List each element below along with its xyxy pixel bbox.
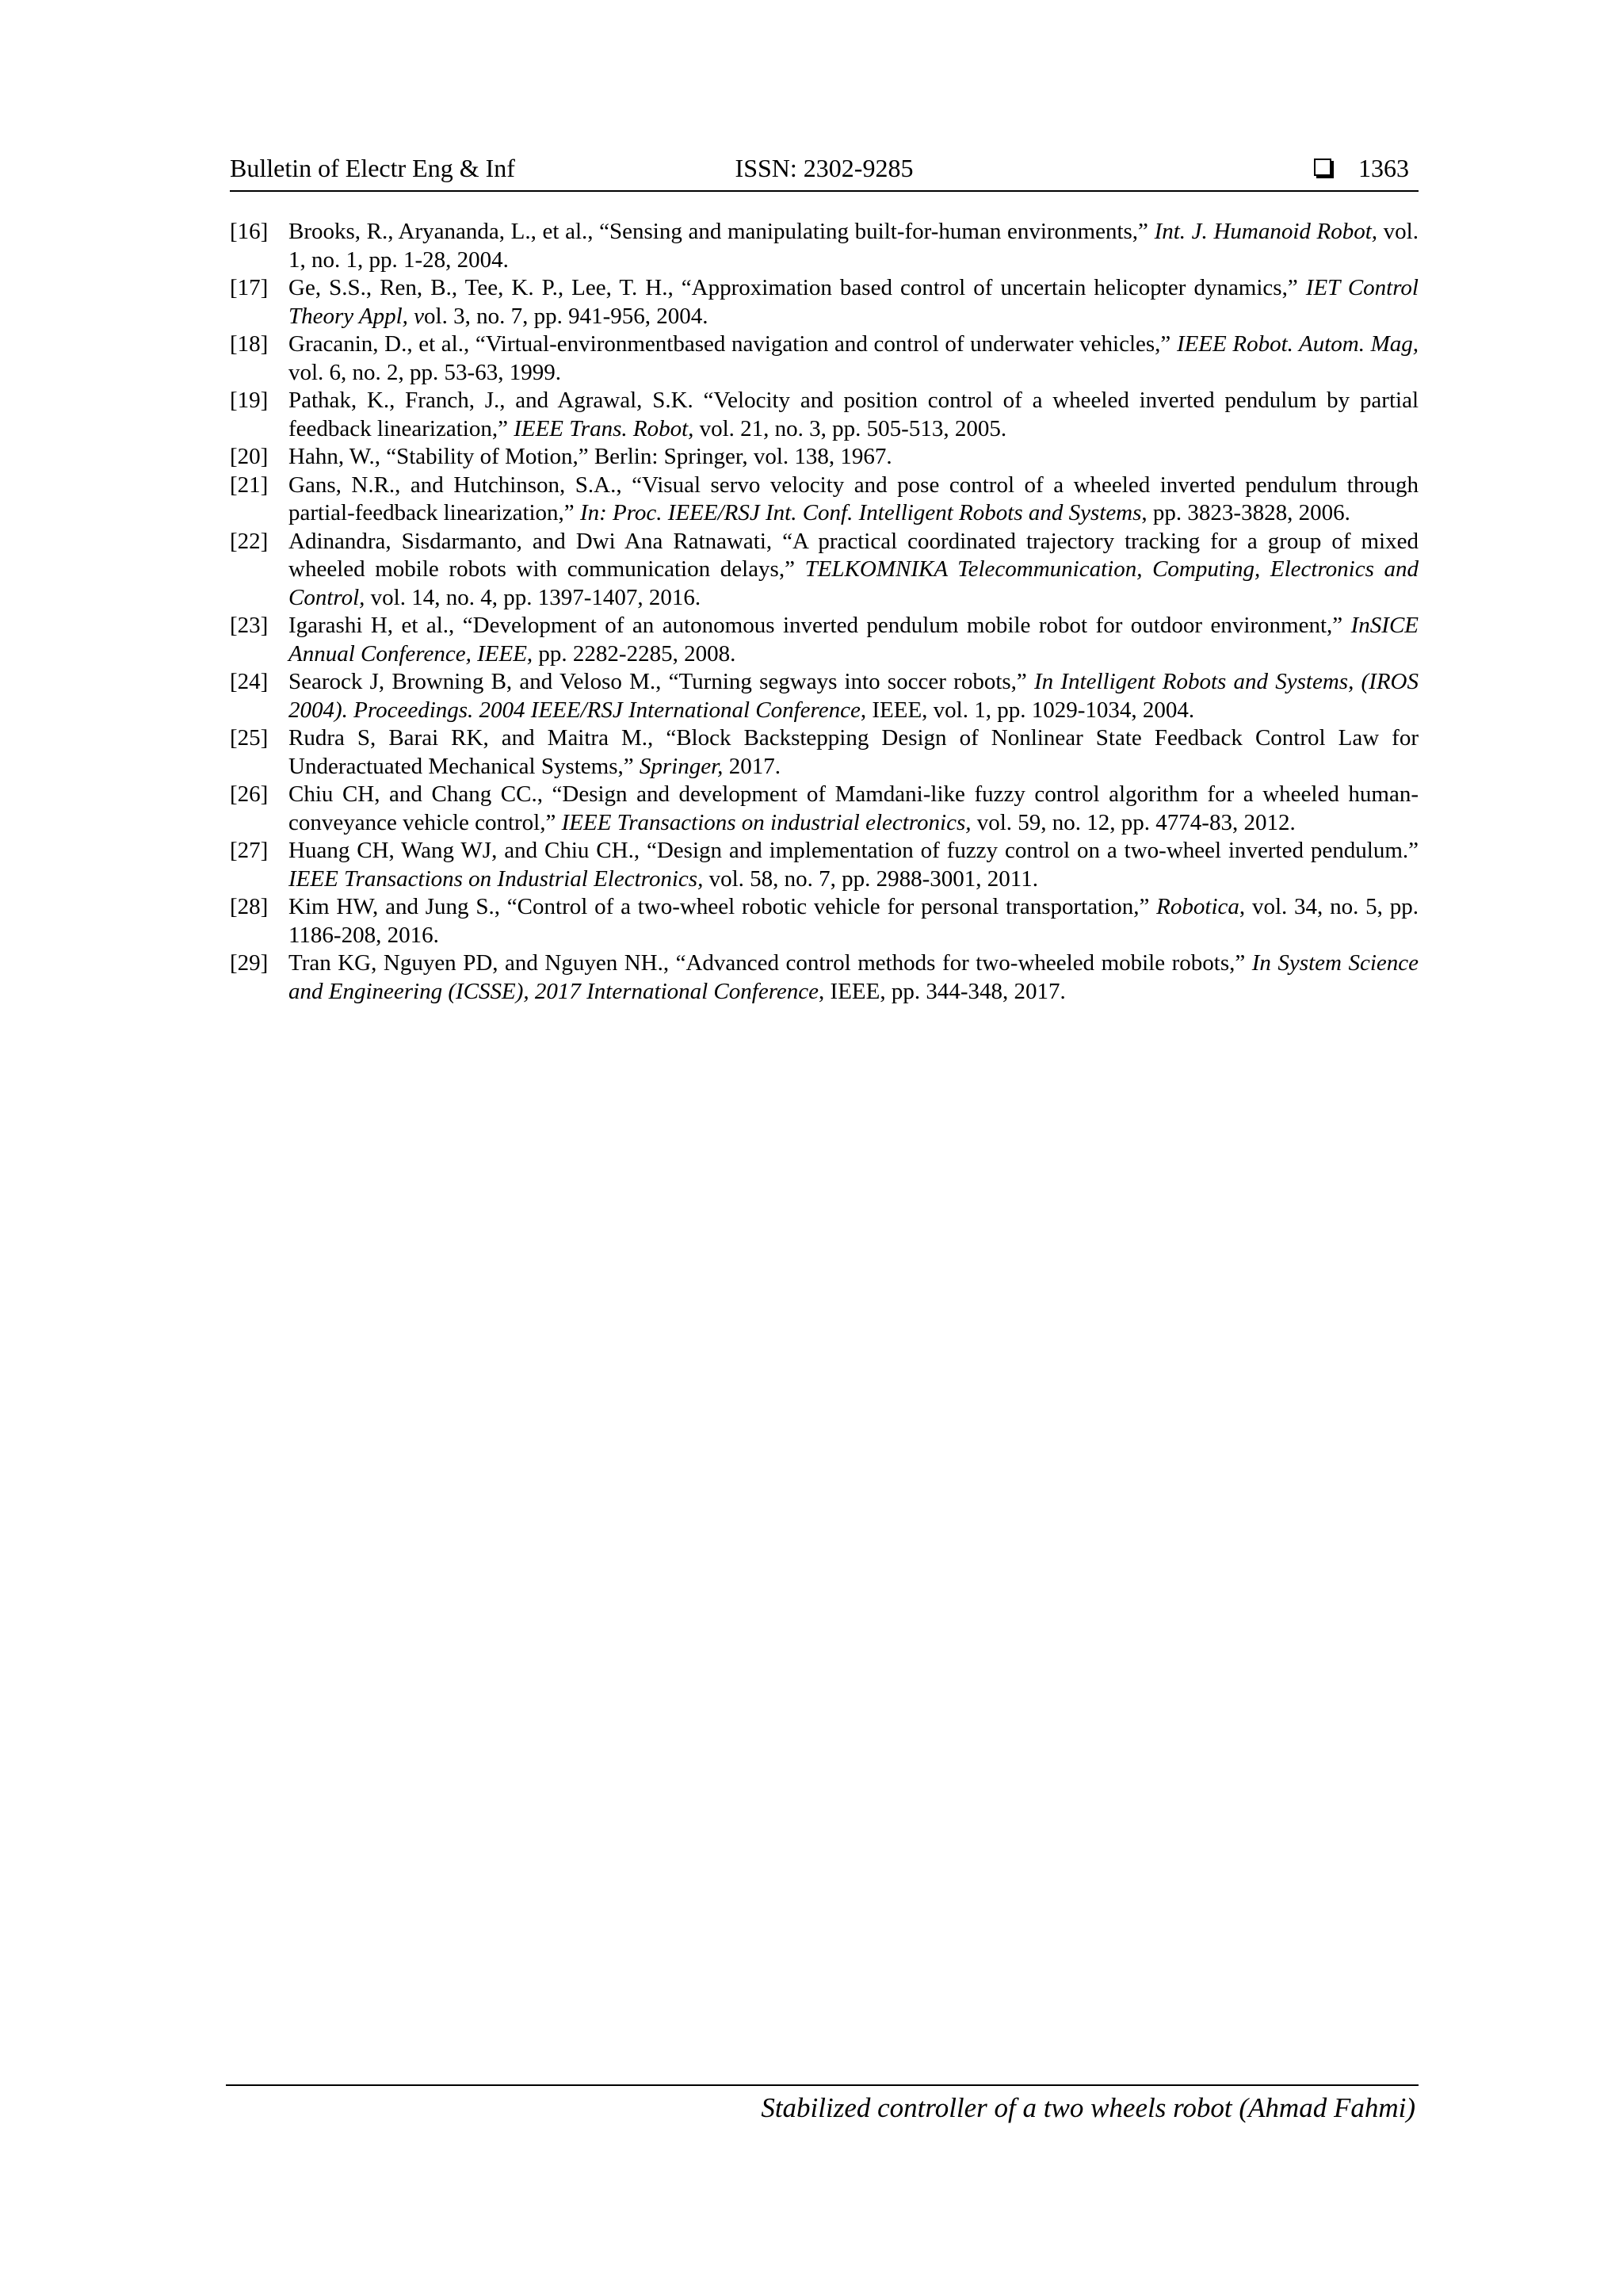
reference-item	[230, 274, 1419, 330]
reference-number: [17]	[230, 275, 269, 300]
reference-item	[230, 330, 1419, 387]
reference-details: vol. 59, no. 12, pp. 4774-83, 2012.	[971, 809, 1296, 835]
journal-name: Bulletin of Electr Eng & Inf	[230, 154, 515, 182]
reference-source: InSICE Annual Conference, IEEE,	[288, 613, 1419, 667]
reference-number: [16]	[230, 219, 269, 244]
reference-details: , vol. 34, no. 5, pp. 1186-208, 2016.	[288, 894, 1419, 948]
reference-source: IET Control Theory Appl, v	[288, 275, 1419, 329]
reference-source: IEEE Transactions on Industrial Electronics,	[288, 865, 704, 892]
reference-source: Springer,	[639, 753, 724, 779]
reference-text: Chiu CH, and Chang CC., “Design and development of Mamdani-like fuzzy control algorithm for a wheeled human-conveyance vehicle control,”	[288, 781, 1419, 835]
reference-number: [26]	[230, 781, 269, 807]
page-footer	[226, 2084, 1419, 2134]
reference-number: [23]	[230, 613, 269, 638]
reference-text: Rudra S, Barai RK, and Maitra M., “Block Backstepping Design of Nonlinear State Feedback Control Law for Underactuated Mechanical Systems,”	[288, 725, 1419, 779]
reference-item	[230, 387, 1419, 443]
reference-item	[230, 724, 1419, 781]
reference-details: 2017.	[723, 753, 781, 779]
reference-text: Brooks, R., Aryananda, L., et al., “Sensing and manipulating built-for-human environments,”	[288, 219, 1155, 244]
reference-source: IEEE Transactions on industrial electronics,	[561, 809, 972, 835]
reference-item	[230, 893, 1419, 949]
reference-text: Hahn, W., “Stability of Motion,” Berlin: Springer, vol. 138, 1967.	[288, 444, 892, 469]
reference-details: vol. 14, no. 4, pp. 1397-1407, 2016.	[365, 584, 701, 610]
reference-source: In: Proc. IEEE/RSJ Int. Conf. Intelligent Robots and Systems	[579, 500, 1142, 525]
running-title: Stabilized controller of a two wheels robot (Ahmad Fahmi)	[761, 2092, 1415, 2123]
reference-item	[230, 218, 1419, 274]
reference-source: IEEE Robot. Autom. Mag,	[1176, 331, 1419, 357]
reference-details: , pp. 3823-3828, 2006.	[1141, 500, 1350, 525]
page-header	[230, 151, 1419, 192]
reference-details: pp. 2282-2285, 2008.	[533, 640, 736, 667]
reference-number: [25]	[230, 725, 269, 751]
reference-number: [27]	[230, 838, 269, 863]
reference-source: IEEE Trans. Robot,	[514, 415, 694, 441]
reference-text: Ge, S.S., Ren, B., Tee, K. P., Lee, T. H., “Approximation based control of uncertain helicopter dynamics,”	[288, 275, 1306, 300]
reference-item	[230, 612, 1419, 668]
reference-number: [22]	[230, 528, 269, 554]
reference-details: vol. 6, no. 2, pp. 53-63, 1999.	[288, 359, 561, 385]
reference-item	[230, 781, 1419, 837]
reference-item	[230, 668, 1419, 724]
reference-details: , IEEE, pp. 344-348, 2017.	[819, 978, 1066, 1004]
reference-text: Huang CH, Wang WJ, and Chiu CH., “Design and implementation of fuzzy control on a two-wheel inverted pendulum.”	[288, 838, 1419, 863]
reference-text: Tran KG, Nguyen PD, and Nguyen NH., “Advanced control methods for two-wheeled mobile robots,”	[288, 950, 1252, 976]
reference-item	[230, 837, 1419, 893]
reference-source: TELKOMNIKA Telecommunication, Computing, Electronics and Control,	[288, 556, 1419, 610]
reference-number: [19]	[230, 388, 269, 413]
reference-source: In Intelligent Robots and Systems, (IROS 2004). Proceedings. 2004 IEEE/RSJ International Conference	[288, 669, 1419, 723]
reference-text: Searock J, Browning B, and Veloso M., “Turning segways into soccer robots,”	[288, 669, 1034, 694]
reference-source: In System Science and Engineering (ICSSE), 2017 International Conference	[288, 950, 1419, 1004]
reference-number: [28]	[230, 894, 269, 919]
reference-source: Robotica	[1156, 894, 1239, 919]
reference-number: [18]	[230, 331, 269, 357]
reference-text: Adinandra, Sisdarmanto, and Dwi Ana Ratnawati, “A practical coordinated trajectory tracking for a group of mixed wheeled mobile robots with communication delays,”	[288, 528, 1419, 582]
reference-number: [24]	[230, 669, 269, 694]
reference-text: Kim HW, and Jung S., “Control of a two-wheel robotic vehicle for personal transportation,”	[288, 894, 1157, 919]
reference-text: Gans, N.R., and Hutchinson, S.A., “Visual servo velocity and pose control of a wheeled inverted pendulum through partial-feedback linearization,”	[288, 472, 1419, 525]
reference-item	[230, 949, 1419, 1006]
reference-list	[230, 218, 1419, 1006]
reference-number: [20]	[230, 444, 269, 469]
reference-item	[230, 528, 1419, 613]
issn: ISSN: 2302-9285	[735, 154, 914, 182]
reference-details: vol. 58, no. 7, pp. 2988-3001, 2011.	[703, 865, 1038, 892]
reference-source: Int. J. Humanoid Robot,	[1154, 219, 1378, 244]
reference-details: vol. 21, no. 3, pp. 505-513, 2005.	[693, 415, 1007, 441]
reference-text: Pathak, K., Franch, J., and Agrawal, S.K. “Velocity and position control of a wheeled inverted pendulum by partial feedback linearization,”	[288, 388, 1419, 441]
square-bullet-icon	[1314, 159, 1331, 176]
reference-details: vol. 1, no. 1, pp. 1-28, 2004.	[288, 219, 1419, 273]
reference-text: Igarashi H, et al., “Development of an autonomous inverted pendulum mobile robot for outdoor environment,”	[288, 613, 1351, 638]
reference-number: [29]	[230, 950, 269, 976]
reference-details: ol. 3, no. 7, pp. 941-956, 2004.	[424, 303, 708, 329]
reference-number: [21]	[230, 472, 269, 498]
reference-item	[230, 443, 1419, 472]
reference-details: , IEEE, vol. 1, pp. 1029-1034, 2004.	[860, 697, 1195, 723]
reference-item	[230, 472, 1419, 528]
reference-text: Gracanin, D., et al., “Virtual-environmentbased navigation and control of underwater vehicles,”	[288, 331, 1177, 357]
page-number: 1363	[1358, 154, 1409, 182]
